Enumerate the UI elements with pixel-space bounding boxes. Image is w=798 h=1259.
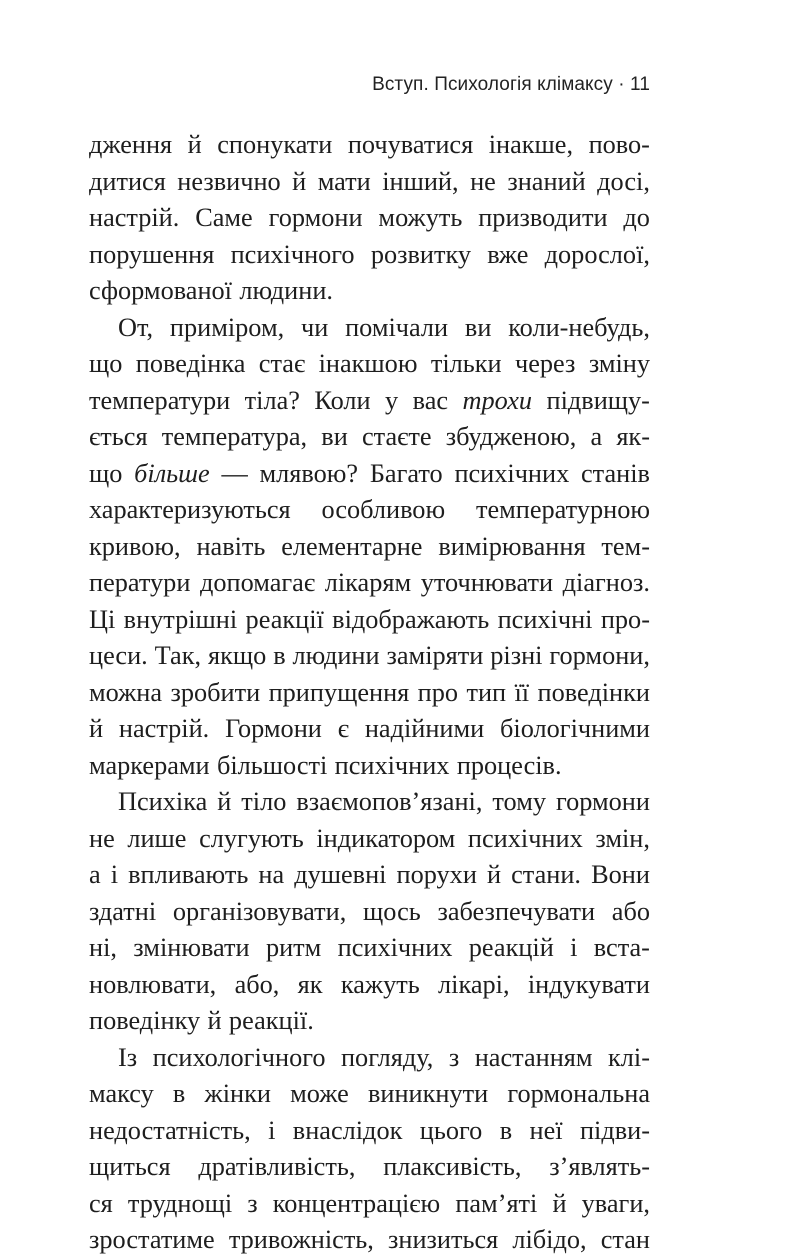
text-line: що більше — млявою? Багато психічних станів (89, 458, 650, 488)
text-line: температури тіла? Коли у вас трохи підвищу- (89, 385, 650, 415)
text-line: поведінку й реакції. (89, 1006, 314, 1035)
text-line: недостатність, і внаслідок цього в неї підви- (89, 1115, 650, 1145)
text-line: Ці внутрішні реакції відображають психічні про- (89, 604, 650, 634)
text-line: Із психологічного погляду, з настанням клі- (118, 1042, 650, 1072)
text-line: Психіка й тіло взаємопов’язані, тому гормони (118, 787, 650, 816)
text-line: дження й спонукати почуватися інакше, пово- (89, 130, 650, 159)
text-line: що поведінка стає інакшою тільки через зміну (89, 349, 650, 378)
text-line: й настрій. Гормони є надійними біологічними (89, 714, 650, 743)
body-text (89, 127, 650, 1259)
text-line: От, приміром, чи помічали ви коли-небудь, (118, 312, 650, 342)
text-line: новлювати, або, як кажуть лікарі, індукувати (89, 969, 650, 999)
text-line: цеси. Так, якщо в людини заміряти різні гормони, (89, 641, 650, 670)
text-line: ся труднощі з концентрацією пам’яті й уваги, (89, 1188, 650, 1218)
text-line: настрій. Саме гормони можуть призводити до (89, 203, 650, 232)
text-line: здатні організовувати, щось забезпечувати або (89, 896, 650, 926)
text-line: максу в жінки може виникнути гормональна (89, 1079, 650, 1108)
paragraph (89, 784, 650, 1040)
text-line: щиться дратівливість, плаксивість, з’являть- (89, 1152, 650, 1181)
text-line: ні, змінювати ритм психічних реакцій і вста- (89, 933, 650, 962)
text-line: ператури допомагає лікарям уточнювати діагноз. (89, 568, 650, 597)
text-line: можна зробити припущення про тип її поведінки (89, 677, 650, 707)
paragraph (89, 1040, 650, 1259)
text-line: дитися незвично й мати інший, не знаний досі, (89, 166, 650, 196)
text-line: сформованої людини. (89, 276, 333, 305)
text-line: маркерами більшості психічних процесів. (89, 750, 562, 780)
paragraph (89, 127, 650, 310)
running-head: Вступ. Психологія клімаксу · 11 (372, 74, 650, 95)
text-line: кривою, навіть елементарне вимірювання тем- (89, 531, 650, 561)
text-line: порушення психічного розвитку вже дорослої, (89, 239, 650, 269)
text-line: а і впливають на душевні порухи й стани. Вони (89, 860, 650, 889)
text-line: ється температура, ви стаєте збудженою, а як- (89, 422, 650, 451)
text-line: зростатиме тривожність, знизиться лібідо, стан (89, 1225, 650, 1254)
text-line: характеризуються особливою температурною (89, 495, 650, 524)
paragraph (89, 310, 650, 785)
text-line: не лише слугують індикатором психічних змін, (89, 823, 650, 853)
